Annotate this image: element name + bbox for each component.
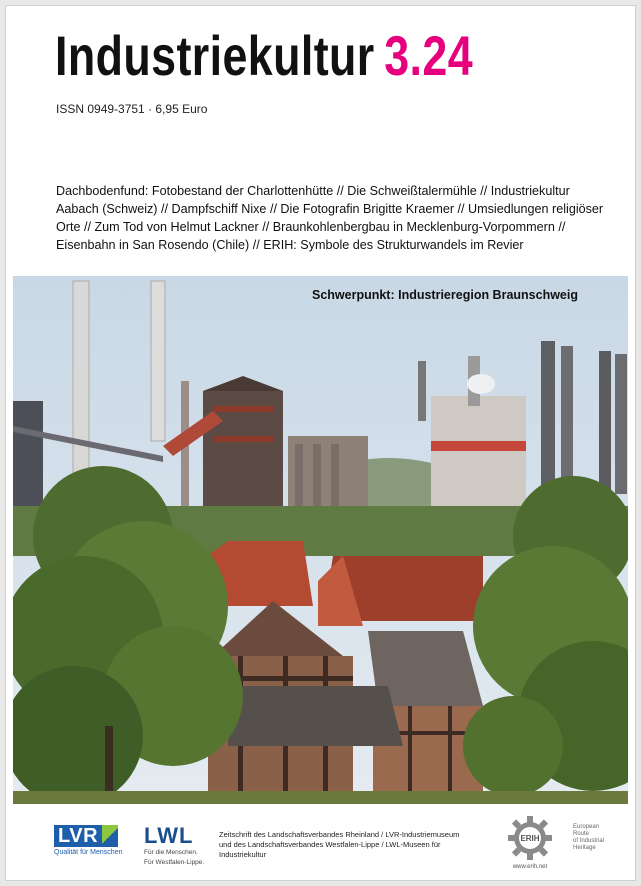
lvr-logo [54,825,122,856]
lwl-wordmark: LWL [144,823,194,848]
magazine-name: Industriekultur [55,24,375,87]
lvr-tagline: Qualität für Menschen [54,849,123,856]
erih-line-1: European [573,824,600,830]
lvr-wordmark: LVR [54,825,102,847]
lvr-mark-icon [102,825,118,847]
issn-price: ISSN 0949-3751 · 6,95 Euro [56,102,208,116]
focus-topic: Schwerpunkt: Industrieregion Braunschweig [311,288,578,302]
erih-line-4: Heritage [573,845,596,851]
publisher-line-1: Zeitschrift des Landschaftsverbandes Rheinland / LVR-Industriemuseum [219,830,460,839]
erih-wordmark: ERIH [520,834,540,843]
lwl-tagline-2: Für Westfalen-Lippe. [144,859,205,866]
erih-gear-icon [506,814,554,862]
magazine-cover [6,6,635,880]
cover-photo [13,276,628,804]
issue-number: 3.24 [384,24,474,87]
publisher-note [219,830,489,860]
contents-teaser: Dachbodenfund: Fotobestand der Charlottenhütte // Die Schweißtalermühle // Industriekultur Aabach (Schweiz) // Dampfschiff Nixe // Die Fotografin Brigitte Kraemer // Umsiedlungen religiöser Orte // Zum Tod von Helmut Lackner // Braunkohlenbergbau in Mecklenburg-Vorpommern // Eisenbahn in San Rosendo (Chile) // ERIH: Symbole des Strukturwandels im Revier [56,184,604,252]
lwl-tagline-1: Für die Menschen. [144,849,198,856]
erih-line-3: of Industrial [573,838,605,844]
industrial-landscape-image [13,276,628,804]
masthead-title [55,24,473,88]
erih-route-text [573,824,604,852]
cover-footer [6,804,635,880]
lwl-logo [144,825,204,867]
publisher-line-2: und des Landschaftsverbandes Westfalen-Lippe / LWL-Museen für Industriekultur [219,840,441,859]
erih-url: www.erih.net [512,864,548,870]
erih-logo [506,814,554,870]
erih-line-2: Route [573,831,590,837]
